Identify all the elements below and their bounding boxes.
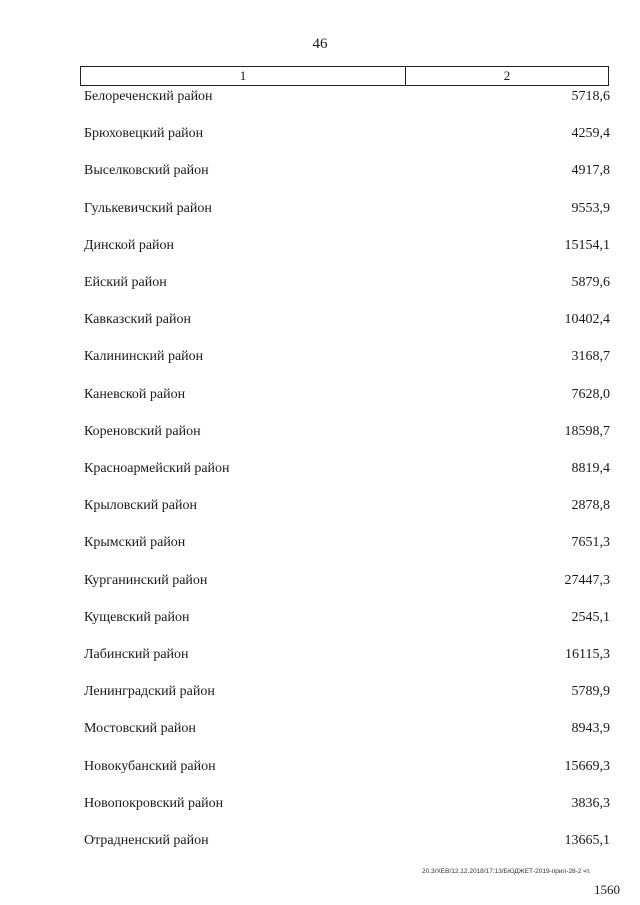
table-row: [84, 421, 610, 443]
table-row: [84, 681, 610, 703]
district-value: 9553,9: [571, 200, 610, 216]
table-row: [84, 272, 610, 294]
table-row: [84, 718, 610, 740]
district-value: 7628,0: [571, 386, 610, 402]
table-row: [84, 607, 610, 629]
district-name: Красноармейский район: [84, 461, 230, 476]
table-header: [80, 66, 609, 86]
table-row: [84, 793, 610, 815]
district-value: 3168,7: [571, 349, 610, 365]
district-name: Отрадненский район: [84, 833, 209, 848]
district-value: 5789,9: [571, 684, 610, 700]
district-value: 27447,3: [564, 572, 610, 588]
district-value: 3836,3: [571, 795, 610, 811]
district-name: Калининский район: [84, 349, 204, 365]
table-row: [84, 346, 610, 368]
district-value: 16115,3: [565, 647, 610, 662]
table-row: [84, 495, 610, 517]
district-value: 2878,8: [571, 498, 610, 514]
table-row: [84, 756, 610, 778]
district-name: Кущевский район: [84, 609, 190, 625]
column-header-1: 1: [81, 67, 406, 85]
district-name: Гулькевичский район: [84, 200, 212, 216]
footer-document-code: 20.3/ХЕВ/12.12.2018/17:13/БЮДЖЕТ-2019-прил-28-2 чт.: [422, 868, 591, 875]
table-row: [84, 123, 610, 145]
district-value: 15154,1: [564, 237, 610, 253]
district-name: Ленинградский район: [84, 684, 215, 700]
table-row: [84, 309, 610, 331]
district-name: Каневской район: [84, 386, 186, 402]
district-name: Динской район: [84, 237, 175, 253]
district-name: Мостовский район: [84, 721, 196, 737]
district-value: 18598,7: [564, 423, 610, 439]
district-value: 13665,1: [564, 833, 610, 848]
district-value: 10402,4: [564, 312, 610, 328]
district-value: 5718,6: [571, 89, 610, 104]
district-name: Выселковский район: [84, 163, 209, 179]
district-name: Курганинский район: [84, 572, 208, 588]
district-name: Ейский район: [84, 275, 167, 290]
page-number: 46: [312, 36, 328, 52]
district-name: Крымский район: [84, 535, 186, 551]
district-name: Новокубанский район: [84, 758, 216, 774]
district-name: Новопокровский район: [84, 795, 224, 811]
district-value: 7651,3: [571, 535, 610, 551]
district-value: 5879,6: [571, 275, 610, 290]
table-row: [84, 235, 610, 257]
district-name: Кавказский район: [84, 312, 192, 328]
district-name: Белореченский район: [84, 89, 213, 104]
table-row: [84, 198, 610, 220]
column-header-2: 2: [503, 68, 511, 83]
district-value: 4917,8: [571, 163, 610, 179]
district-value: 8943,9: [571, 721, 610, 737]
footer-page-number: 1560: [594, 882, 620, 897]
table-row: [84, 160, 610, 182]
district-value: 15669,3: [564, 758, 610, 774]
district-name: Брюховецкий район: [84, 126, 204, 142]
table-row: [84, 458, 610, 480]
district-value: 2545,1: [571, 609, 610, 625]
table-row: [84, 532, 610, 554]
table-row: [84, 384, 610, 406]
table-row: [84, 570, 610, 592]
district-value: 4259,4: [571, 126, 610, 142]
district-name: Крыловский район: [84, 498, 197, 514]
table-row: [84, 86, 610, 108]
district-name: Лабинский район: [84, 647, 189, 662]
district-name: Кореновский район: [84, 423, 201, 439]
table-row: [84, 830, 610, 852]
district-value: 8819,4: [571, 461, 610, 476]
table-row: [84, 644, 610, 666]
